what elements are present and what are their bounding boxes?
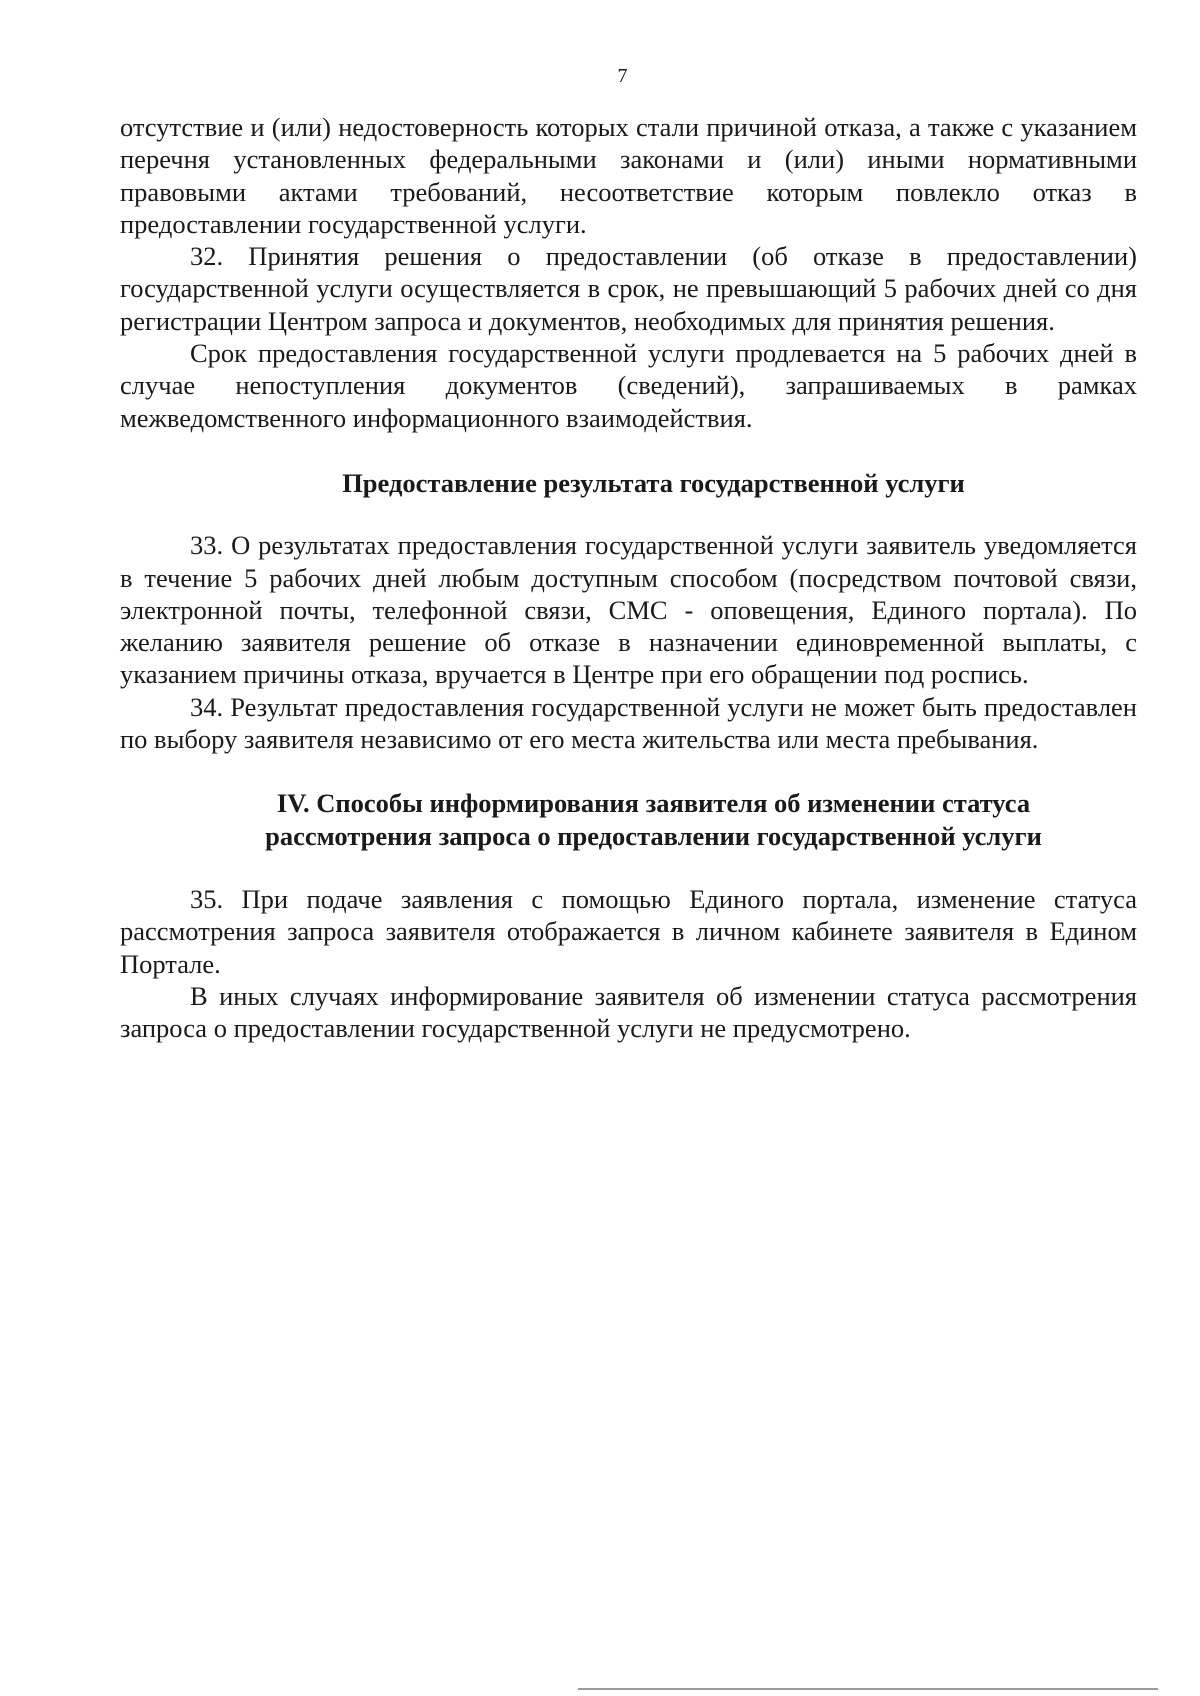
paragraph-continuation: отсутствие и (или) недостоверность которых стали причиной отказа, а также с указанием перечня установленных федеральными законами и (или) иными нормативными правовыми актами требований, несоответствие которым повлекло отказ в предоставлении государственной услуги. [120,112,1137,239]
paragraph-32-term-extension: Срок предоставления государственной услуги продлевается на 5 рабочих дней в случае непоступления документов (сведений), запрашиваемых в рамках межведомственного информационного взаимодействия. [120,338,1137,433]
section-heading-iv [120,787,1137,852]
page-number: 7 [617,65,628,87]
paragraph-35: 35. При подаче заявления с помощью Единого портала, изменение статуса рассмотрения запроса заявителя отображается в личном кабинете заявителя в Едином Портале. [120,883,1137,979]
section-heading-iv-line-1: IV. Способы информирования заявителя об изменении статуса [276,788,1031,819]
paragraph-35-other-cases: В иных случаях информирование заявителя об изменении статуса рассмотрения запроса о предоставлении государственной услуги не предусмотрено. [120,980,1137,1044]
scan-bottom-edge-line [578,1688,1158,1690]
paragraph-33: 33. О результатах предоставления государственной услуги заявитель уведомляется в течение 5 рабочих дней любым доступным способом (посредством почтовой связи, электронной почты, телефонной связи, СМС - оповещения, Единого портала). По желанию заявителя решение об отказе в назначении единовременной выплаты, с указанием причины отказа, вручается в Центре при его обращении под роспись. [120,530,1137,690]
document-body [120,111,1137,1044]
paragraph-34: 34. Результат предоставления государственной услуги не может быть предоставлен по выбору заявителя независимо от его места жительства или места пребывания. [120,691,1137,755]
section-heading-result: Предоставление результата государственной услуги [342,467,965,498]
paragraph-32: 32. Принятия решения о предоставлении (об отказе в предоставлении) государственной услуги осуществляется в срок, не превышающий 5 рабочих дней со дня регистрации Центром запроса и документов, необходимых для принятия решения. [120,241,1137,336]
section-heading-iv-line-2: рассмотрения запроса о предоставлении государственной услуги [265,820,1042,851]
